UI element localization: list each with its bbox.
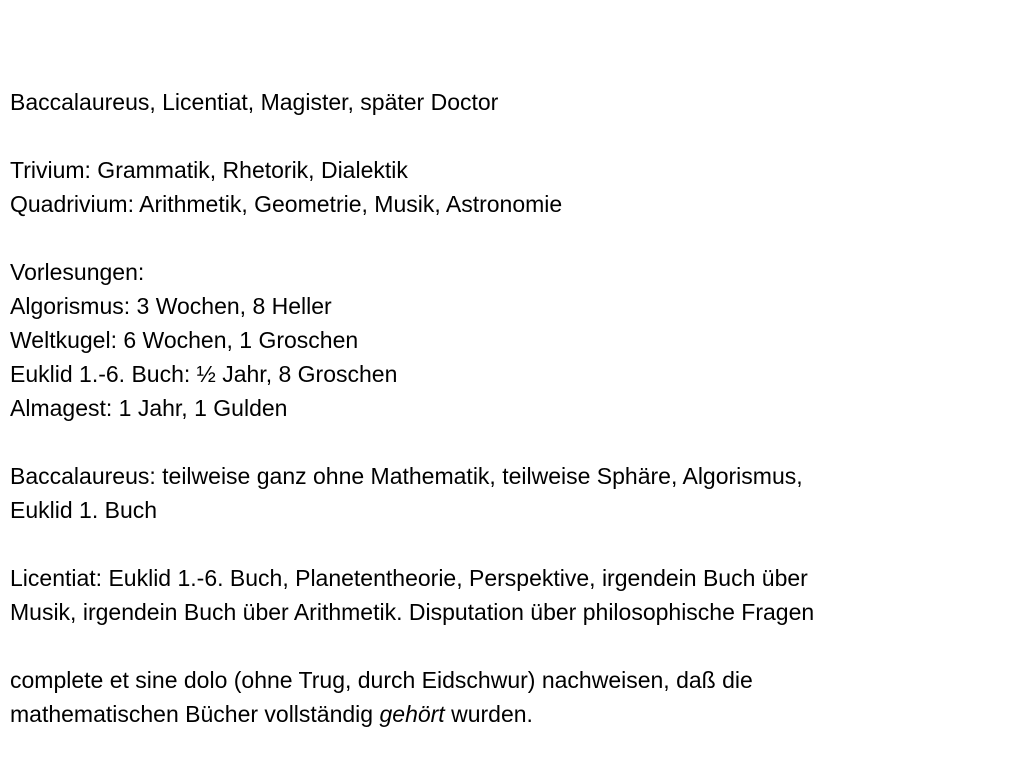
spacer <box>10 629 1015 663</box>
spacer <box>10 119 1015 153</box>
oath-line-2-end: wurden. <box>444 701 533 727</box>
licentiat-line-1: Licentiat: Euklid 1.-6. Buch, Planetentheorie, Perspektive, irgendein Buch über <box>10 565 808 591</box>
trivium-line: Trivium: Grammatik, Rhetorik, Dialektik <box>10 157 408 183</box>
lecture-item-euklid: Euklid 1.-6. Buch: ½ Jahr, 8 Groschen <box>10 361 398 387</box>
lectures-heading: Vorlesungen: <box>10 259 145 285</box>
spacer <box>10 425 1015 459</box>
licentiat-line-2: Musik, irgendein Buch über Arithmetik. Disputation über philosophische Fragen <box>10 599 815 625</box>
baccalaureus-line-1: Baccalaureus: teilweise ganz ohne Mathematik, teilweise Sphäre, Algorismus, <box>10 463 803 489</box>
oath-line-2-start: mathematischen Bücher vollständig <box>10 701 380 727</box>
lecture-item-almagest: Almagest: 1 Jahr, 1 Gulden <box>10 395 288 421</box>
lecture-item-weltkugel: Weltkugel: 6 Wochen, 1 Groschen <box>10 327 359 353</box>
oath-emphasis: gehört <box>379 701 445 727</box>
spacer <box>10 527 1015 561</box>
oath-line-2 <box>10 697 1015 731</box>
slide-content <box>10 85 1015 731</box>
spacer <box>10 221 1015 255</box>
quadrivium-line: Quadrivium: Arithmetik, Geometrie, Musik, Astronomie <box>10 191 563 217</box>
baccalaureus-line-2: Euklid 1. Buch <box>10 497 158 523</box>
lecture-item-algorismus: Algorismus: 3 Wochen, 8 Heller <box>10 293 332 319</box>
degrees-line: Baccalaureus, Licentiat, Magister, später Doctor <box>10 89 499 115</box>
oath-line-1: complete et sine dolo (ohne Trug, durch Eidschwur) nachweisen, daß die <box>10 667 753 693</box>
